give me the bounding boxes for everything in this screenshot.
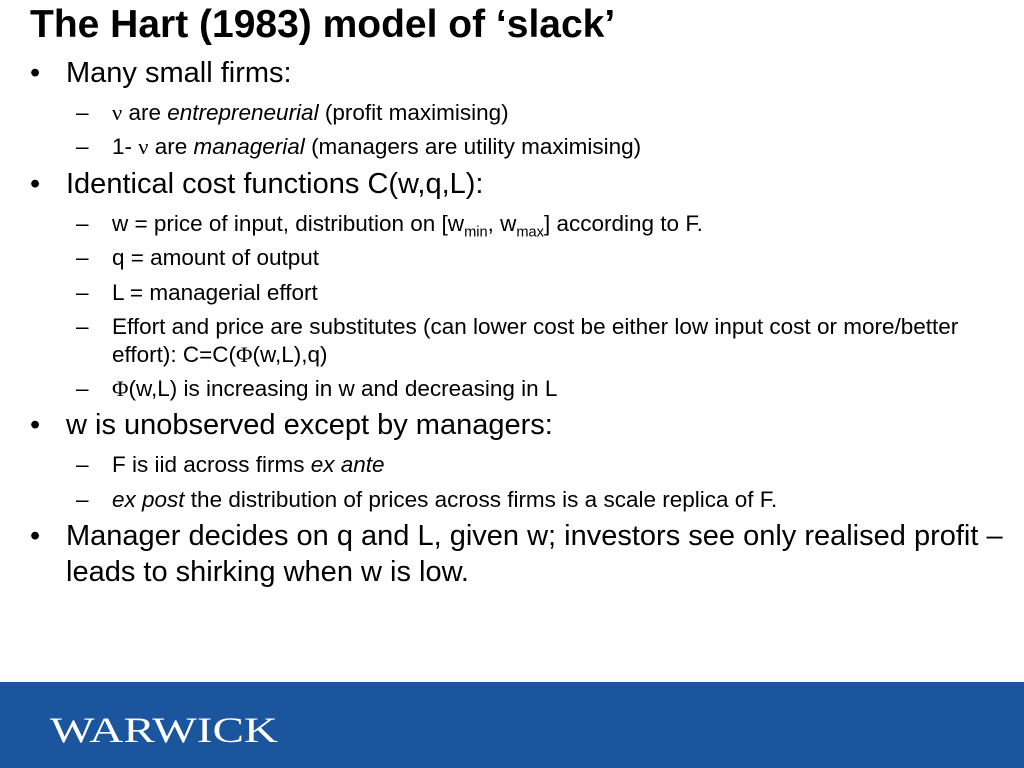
sub-bullet-text: (profit maximising) bbox=[318, 99, 509, 125]
slide-title: The Hart (1983) model of ‘slack’ bbox=[30, 3, 616, 46]
slide-content bbox=[30, 50, 1010, 591]
sub-bullet-text: w = price of input, distribution on [w bbox=[112, 210, 465, 236]
dash-marker: – bbox=[76, 314, 89, 340]
subscript-max: max bbox=[516, 224, 544, 241]
sub-bullet-text: Effort and price are substitutes (can lower cost be either low input cost or more/better effort): C=C( bbox=[112, 314, 959, 367]
sub-bullet-ex-ante bbox=[30, 451, 1010, 478]
emphasis-text: ex ante bbox=[310, 452, 385, 478]
sub-bullet-text: , w bbox=[487, 210, 517, 236]
dash-marker: – bbox=[76, 486, 89, 512]
bullet-manager-decides bbox=[30, 519, 1010, 591]
dash-marker: – bbox=[76, 99, 89, 125]
bullet-text: Identical cost functions C(w,q,L): bbox=[66, 167, 484, 200]
phi-symbol: Φ bbox=[112, 375, 129, 401]
sub-bullet-text: (w,L) is increasing in w and decreasing in L bbox=[128, 375, 558, 401]
sub-bullet-output bbox=[30, 244, 1010, 271]
dash-marker: – bbox=[76, 375, 89, 401]
sub-bullet-text: are bbox=[122, 99, 168, 125]
sub-bullet-text: ] according to F. bbox=[543, 210, 703, 236]
sub-bullet-price-of-input bbox=[30, 210, 1010, 241]
sub-bullet-text: F is iid across firms bbox=[112, 452, 311, 478]
sub-bullet-text: (w,L),q) bbox=[252, 341, 328, 367]
bullet-marker: • bbox=[30, 57, 41, 89]
logo-wordmark: WARWICK bbox=[50, 710, 278, 750]
nu-symbol: ν bbox=[138, 134, 149, 160]
sub-bullet-text: (managers are utility maximising) bbox=[304, 134, 642, 160]
bullet-text: w is unobserved except by managers: bbox=[66, 409, 553, 442]
sub-bullet-text: L = managerial effort bbox=[112, 279, 318, 305]
bullet-marker: • bbox=[30, 409, 41, 442]
emphasis-text: managerial bbox=[193, 134, 305, 160]
sub-bullet-ex-post bbox=[30, 486, 1010, 513]
sub-bullet-text: are bbox=[148, 134, 194, 160]
warwick-logo bbox=[50, 710, 280, 750]
dash-marker: – bbox=[76, 245, 89, 271]
sub-bullet-text: 1- bbox=[112, 134, 139, 160]
dash-marker: – bbox=[76, 210, 89, 236]
emphasis-text: entrepreneurial bbox=[167, 99, 319, 125]
sub-bullet-managerial bbox=[30, 133, 1010, 160]
phi-symbol: Φ bbox=[236, 341, 253, 367]
bullet-text: Many small firms: bbox=[66, 57, 292, 89]
dash-marker: – bbox=[76, 452, 89, 478]
bullet-text: Manager decides on q and L, given w; investors see only realised profit – leads to shirking when w is low. bbox=[66, 520, 1003, 589]
bullet-cost-functions bbox=[30, 167, 1010, 203]
bullet-w-unobserved bbox=[30, 408, 1010, 444]
sub-bullet-phi-monotonic bbox=[30, 375, 1010, 402]
emphasis-text: ex post bbox=[112, 486, 185, 512]
bullet-marker: • bbox=[30, 520, 41, 553]
sub-bullet-substitutes bbox=[30, 313, 1010, 368]
subscript-min: min bbox=[464, 224, 488, 241]
sub-bullet-text: the distribution of prices across firms is a scale replica of F. bbox=[184, 486, 778, 512]
dash-marker: – bbox=[76, 134, 89, 160]
nu-symbol: ν bbox=[112, 99, 123, 125]
bullet-marker: • bbox=[30, 167, 41, 200]
footer-bar bbox=[0, 682, 1024, 768]
bullet-many-small-firms bbox=[30, 56, 1010, 92]
sub-bullet-effort bbox=[30, 279, 1010, 306]
sub-bullet-entrepreneurial bbox=[30, 99, 1010, 126]
dash-marker: – bbox=[76, 279, 89, 305]
sub-bullet-text: q = amount of output bbox=[112, 245, 320, 271]
